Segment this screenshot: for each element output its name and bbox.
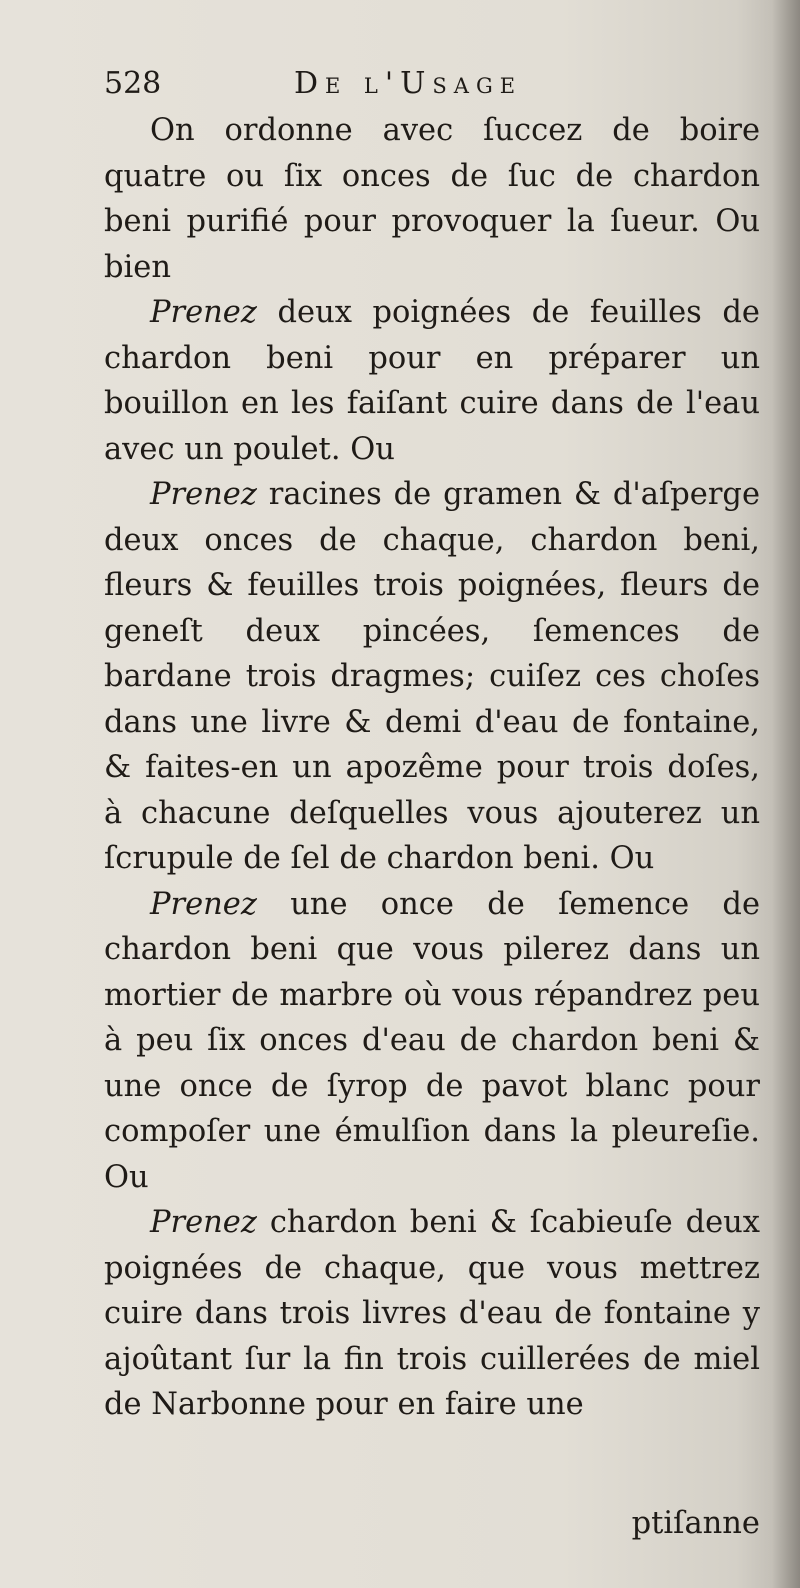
running-head: De l'Usage	[294, 66, 523, 101]
paragraph-3	[104, 472, 760, 882]
paragraph-1	[104, 108, 760, 290]
page-number: 528	[104, 66, 162, 101]
paragraph-text: une once de ſemence de chardon beni que vous pilerez dans un mortier de marbre où vous répandrez peu à peu ſix onces d'eau de chardon beni & une once de ſyrop de pavot blanc pour compoſer une émulſion dans la pleureſie. Ou	[104, 886, 760, 1195]
paragraph-text: On ordonne avec ſuccez de boire quatre ou ſix onces de ſuc de chardon beni purifié pour provoquer la ſueur. Ou bien	[104, 113, 760, 285]
paragraph-text: chardon beni & ſcabieuſe deux poignées de chaque, que vous mettrez cuire dans trois livres d'eau de fontaine y ajoûtant ſur la fin trois cuillerées de miel de Narbonne pour en faire une	[104, 1205, 760, 1422]
paragraph-lead: Prenez	[150, 295, 257, 330]
page-gutter-shadow	[772, 0, 800, 1588]
paragraph-2	[104, 290, 760, 472]
paragraph-5	[104, 1200, 760, 1428]
body-text	[104, 108, 760, 1428]
paragraph-4	[104, 882, 760, 1201]
page-header	[104, 62, 704, 112]
paragraph-lead: Prenez	[150, 1205, 257, 1240]
paragraph-lead: Prenez	[150, 477, 257, 512]
paragraph-text: racines de gramen & d'aſperge deux onces de chaque, chardon beni, fleurs & feuilles trois poignées, fleurs de geneſt deux pincées, ſemences de bardane trois dragmes; cuiſez ces choſes dans une livre & demi d'eau de fontaine, & faites-en un apozême pour trois doſes, à chacune deſquelles vous ajouterez un ſcrupule de ſel de chardon beni. Ou	[104, 477, 760, 876]
paragraph-lead: Prenez	[150, 886, 257, 922]
catchword: ptiſanne	[631, 1506, 760, 1541]
paragraph-text: deux poignées de feuilles de chardon beni pour en préparer un bouillon en les faiſant cuire dans de l'eau avec un poulet. Ou	[104, 295, 760, 467]
